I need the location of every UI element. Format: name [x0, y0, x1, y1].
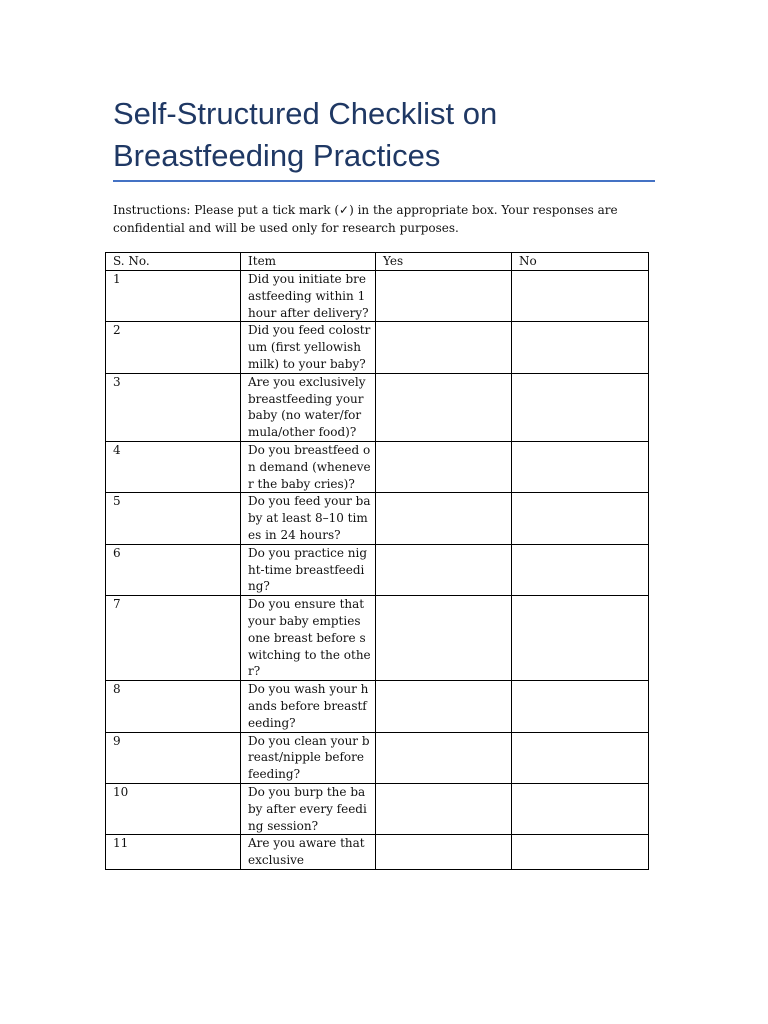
row-item: Are you aware that exclusive [241, 835, 376, 870]
row-item: Do you feed your baby at least 8–10 times in 24 hours? [241, 493, 376, 544]
yes-checkbox-cell[interactable] [376, 322, 512, 373]
row-number: 4 [106, 441, 241, 492]
row-item: Do you clean your breast/nipple before feeding? [241, 732, 376, 783]
no-checkbox-cell[interactable] [512, 681, 649, 732]
yes-checkbox-cell[interactable] [376, 373, 512, 441]
no-checkbox-cell[interactable] [512, 596, 649, 681]
header-yes: Yes [376, 253, 512, 271]
title-line-2: Breastfeeding Practices [113, 138, 441, 173]
no-checkbox-cell[interactable] [512, 373, 649, 441]
no-checkbox-cell[interactable] [512, 441, 649, 492]
table-row [106, 493, 649, 544]
row-item: Do you breastfeed on demand (whenever the baby cries)? [241, 441, 376, 492]
checklist-table [105, 252, 649, 870]
no-checkbox-cell[interactable] [512, 271, 649, 322]
title-underline [113, 180, 655, 182]
table-row [106, 271, 649, 322]
row-item: Are you exclusively breastfeeding your baby (no water/formula/other food)? [241, 373, 376, 441]
header-sno: S. No. [106, 253, 241, 271]
table-row [106, 544, 649, 595]
title-line-1: Self-Structured Checklist on [113, 96, 498, 131]
table-row [106, 373, 649, 441]
document-title [113, 93, 673, 177]
header-no: No [512, 253, 649, 271]
yes-checkbox-cell[interactable] [376, 441, 512, 492]
table-row [106, 835, 649, 870]
yes-checkbox-cell[interactable] [376, 271, 512, 322]
yes-checkbox-cell[interactable] [376, 596, 512, 681]
row-item: Did you feed colostrum (first yellowish milk) to your baby? [241, 322, 376, 373]
row-number: 8 [106, 681, 241, 732]
row-number: 7 [106, 596, 241, 681]
table-row [106, 681, 649, 732]
yes-checkbox-cell[interactable] [376, 544, 512, 595]
row-number: 5 [106, 493, 241, 544]
no-checkbox-cell[interactable] [512, 732, 649, 783]
table-row [106, 441, 649, 492]
row-number: 9 [106, 732, 241, 783]
row-item: Do you burp the baby after every feeding session? [241, 783, 376, 834]
table-row [106, 596, 649, 681]
row-number: 6 [106, 544, 241, 595]
checklist-body [106, 271, 649, 870]
row-number: 2 [106, 322, 241, 373]
no-checkbox-cell[interactable] [512, 783, 649, 834]
row-item: Did you initiate breastfeeding within 1 hour after delivery? [241, 271, 376, 322]
header-row [106, 253, 649, 271]
yes-checkbox-cell[interactable] [376, 783, 512, 834]
header-item: Item [241, 253, 376, 271]
yes-checkbox-cell[interactable] [376, 835, 512, 870]
table-row [106, 783, 649, 834]
instructions-text: Instructions: Please put a tick mark (✓) in the appropriate box. Your responses are confidential and will be used only for research purposes. [113, 203, 618, 235]
yes-checkbox-cell[interactable] [376, 493, 512, 544]
row-number: 10 [106, 783, 241, 834]
row-number: 11 [106, 835, 241, 870]
row-item: Do you wash your hands before breastfeeding? [241, 681, 376, 732]
table-row [106, 732, 649, 783]
row-item: Do you practice night-time breastfeeding? [241, 544, 376, 595]
no-checkbox-cell[interactable] [512, 544, 649, 595]
table-row [106, 322, 649, 373]
yes-checkbox-cell[interactable] [376, 681, 512, 732]
row-number: 3 [106, 373, 241, 441]
row-item: Do you ensure that your baby empties one breast before switching to the other? [241, 596, 376, 681]
row-number: 1 [106, 271, 241, 322]
no-checkbox-cell[interactable] [512, 493, 649, 544]
no-checkbox-cell[interactable] [512, 835, 649, 870]
yes-checkbox-cell[interactable] [376, 732, 512, 783]
no-checkbox-cell[interactable] [512, 322, 649, 373]
